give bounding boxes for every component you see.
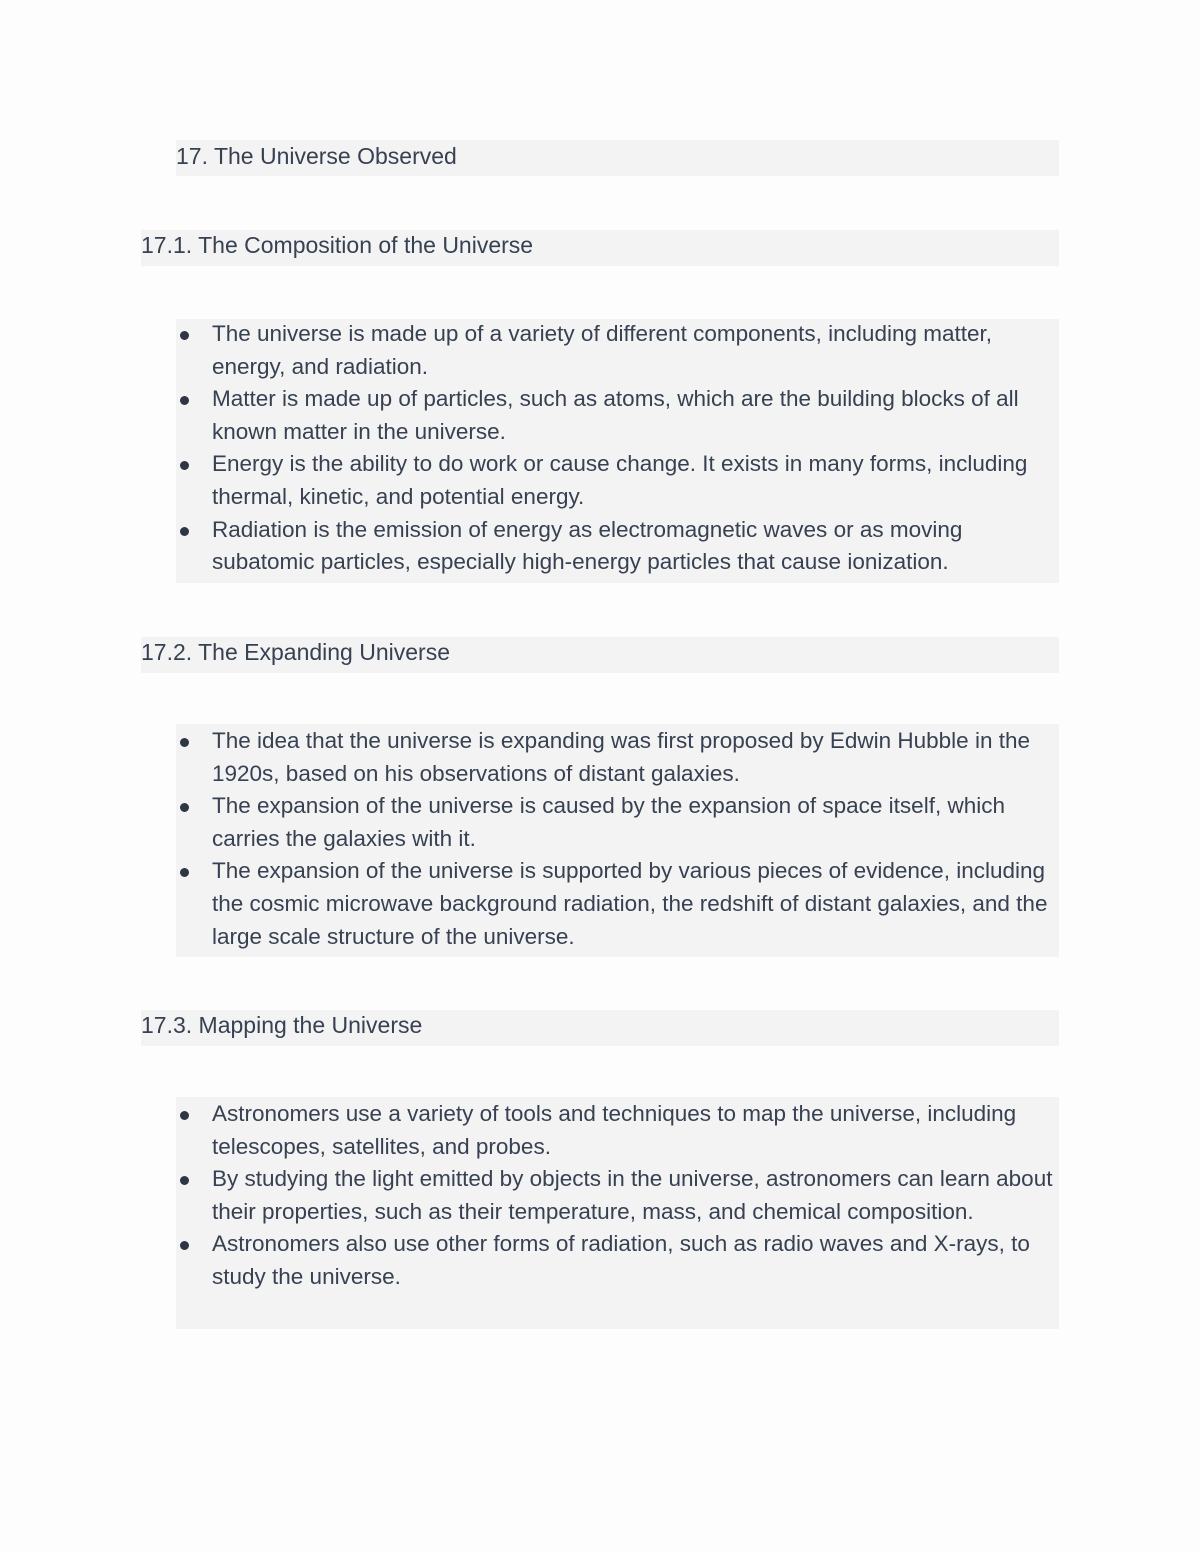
bullet-icon	[180, 396, 189, 405]
list-item: The expansion of the universe is supported by various pieces of evidence, including the cosmic microwave background radiation, the redshift of distant galaxies, and the large scale structure of the universe.	[176, 855, 1059, 953]
list-item: By studying the light emitted by objects in the universe, astronomers can learn about their properties, such as their temperature, mass, and chemical composition.	[176, 1163, 1059, 1228]
list-item: The idea that the universe is expanding was first proposed by Edwin Hubble in the 1920s, based on his observations of distant galaxies.	[176, 725, 1059, 790]
bullet-icon	[180, 1176, 189, 1185]
page-title: 17. The Universe Observed	[176, 143, 457, 169]
bullet-icon	[180, 868, 189, 877]
bullet-icon	[180, 1111, 189, 1120]
composition-list	[176, 318, 1059, 579]
section-heading-mapping: 17.3. Mapping the Universe	[141, 1012, 423, 1038]
list-item: Astronomers also use other forms of radiation, such as radio waves and X-rays, to study the universe.	[176, 1228, 1059, 1293]
list-item: Radiation is the emission of energy as electromagnetic waves or as moving subatomic particles, especially high-energy particles that cause ionization.	[176, 514, 1059, 579]
bullet-icon	[180, 1241, 189, 1250]
section-heading-composition: 17.1. The Composition of the Universe	[141, 232, 534, 258]
list-item: The universe is made up of a variety of different components, including matter, energy, and radiation.	[176, 318, 1059, 383]
bullet-icon	[180, 738, 189, 747]
section-heading-expanding: 17.2. The Expanding Universe	[141, 639, 450, 665]
bullet-icon	[180, 461, 189, 470]
list-item: Matter is made up of particles, such as atoms, which are the building blocks of all known matter in the universe.	[176, 383, 1059, 448]
list-item: Astronomers use a variety of tools and techniques to map the universe, including telescopes, satellites, and probes.	[176, 1098, 1059, 1163]
list-item: Energy is the ability to do work or cause change. It exists in many forms, including thermal, kinetic, and potential energy.	[176, 448, 1059, 513]
bullet-icon	[180, 331, 189, 340]
expanding-list	[176, 725, 1059, 953]
bullet-icon	[180, 527, 189, 536]
mapping-list	[176, 1098, 1059, 1294]
bullet-icon	[180, 803, 189, 812]
list-item: The expansion of the universe is caused by the expansion of space itself, which carries the galaxies with it.	[176, 790, 1059, 855]
